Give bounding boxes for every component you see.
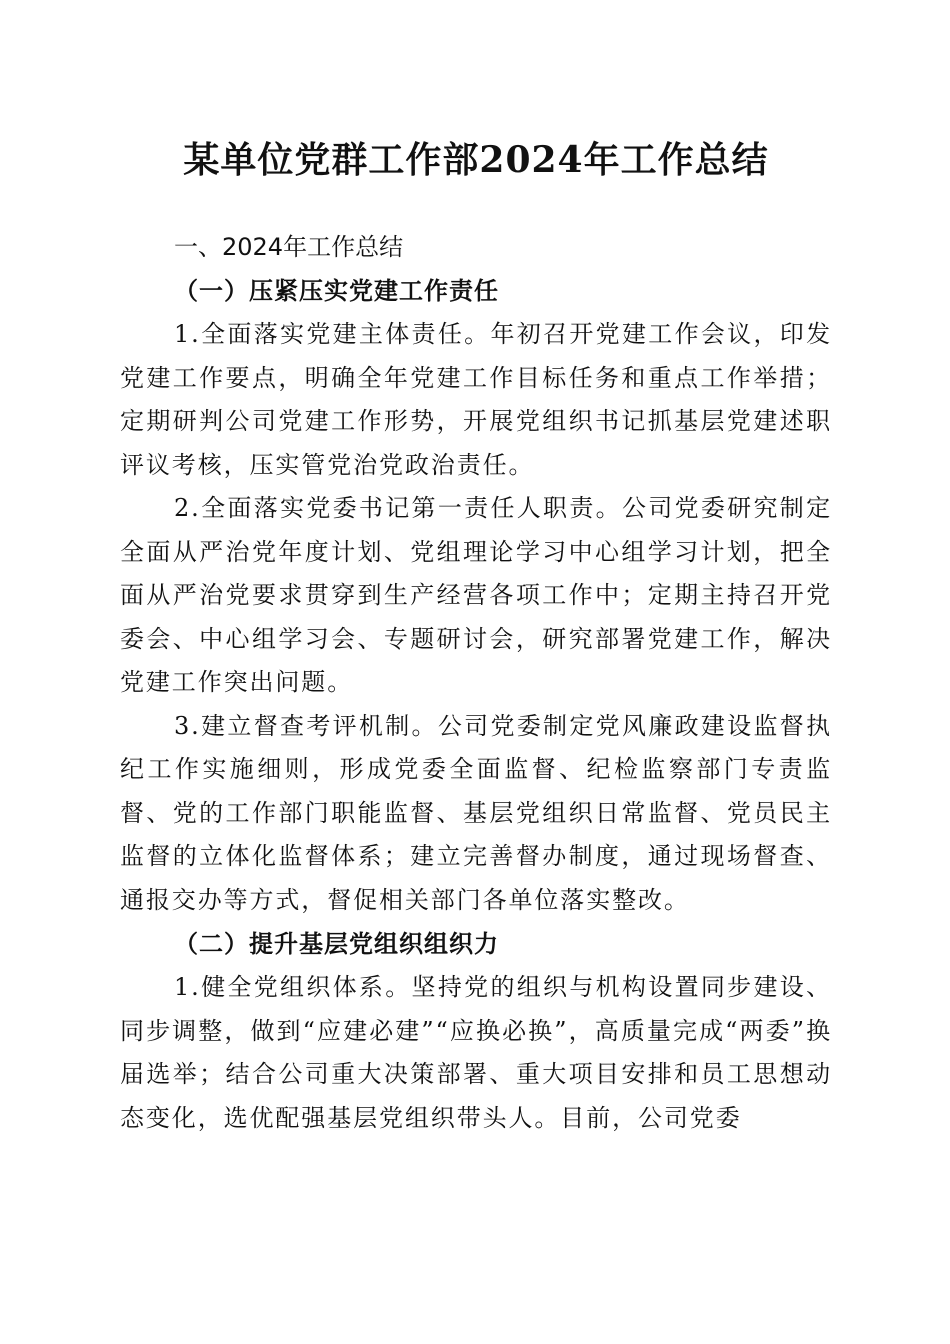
paragraph-organization-system: 1.健全党组织体系。坚持党的组织与机构设置同步建设、同步调整，做到“应建必建”“应换必换”，高质量完成“两委”换届选举；结合公司重大决策部署、重大项目安排和员工思想动态变化，选优配强基层党组织带头人。目前，公司党委 xyxy=(120,973,832,1132)
subsection-heading-party-responsibility: （一）压紧压实党建工作责任 xyxy=(174,276,499,305)
paragraph-main-responsibility: 1.全面落实党建主体责任。年初召开党建工作会议，印发党建工作要点，明确全年党建工作目标任务和重点工作举措；定期研判公司党建工作形势，开展党组织书记抓基层党建述职评议考核，压实管党治党政治责任。 xyxy=(120,320,832,479)
subsection-heading-organization-capacity: （二）提升基层党组织组织力 xyxy=(174,929,499,958)
paragraph-secretary-responsibility: 2.全面落实党委书记第一责任人职责。公司党委研究制定全面从严治党年度计划、党组理论学习中心组学习计划，把全面从严治党要求贯穿到生产经营各项工作中；定期主持召开党委会、中心组学习会、专题研讨会，研究部署党建工作，解决党建工作突出问题。 xyxy=(120,494,832,696)
document-title: 某单位党群工作部2024年工作总结 xyxy=(183,139,769,181)
section-heading-summary: 一、2024年工作总结 xyxy=(174,233,404,261)
paragraph-inspection-mechanism: 3.建立督查考评机制。公司党委制定党风廉政建设监督执纪工作实施细则，形成党委全面监督、纪检监察部门专责监督、党的工作部门职能监督、基层党组织日常监督、党员民主监督的立体化监督体系；建立完善督办制度，通过现场督查、通报交办等方式，督促相关部门各单位落实整改。 xyxy=(120,711,832,914)
